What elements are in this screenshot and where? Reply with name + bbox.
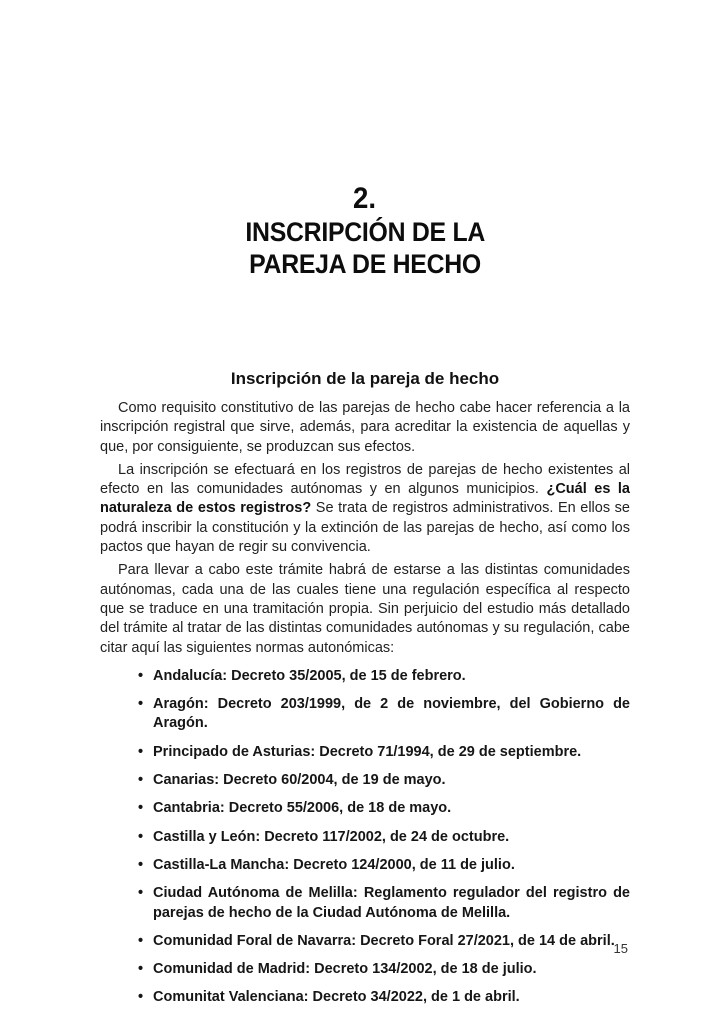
paragraph-1 xyxy=(100,399,630,457)
paragraph-1-text: Como requisito constitutivo de las parejas de hecho cabe hacer referencia a la inscripción registral que sirve, además, para acreditar la existencia de aquellas y que, por consiguiente, se produzcan sus efectos. xyxy=(100,400,630,455)
list-item-asturias: • Principado de Asturias: Decreto 71/1994, de 29 de septiembre. xyxy=(153,743,630,762)
chapter-title-line-2: PAREJA DE HECHO xyxy=(249,249,481,279)
list-item-melilla: • Ciudad Autónoma de Melilla: Reglamento regulador del registro de parejas de hecho de la Ciudad Autónoma de Melilla. xyxy=(153,884,630,923)
list-item-madrid: • Comunidad de Madrid: Decreto 134/2002, de 18 de julio. xyxy=(153,960,630,979)
paragraph-3-text: Para llevar a cabo este trámite habrá de estarse a las distintas comunidades autónomas, cada una de las cuales tiene una regulación específica al respecto que se traduce en una tramitación propia. Sin perjuicio del estudio más detallado del trámite al tratar de las distintas comunidades autónomas y su regulación, cabe citar aquí las siguientes normas autonómicas: xyxy=(100,562,630,656)
page-number: 15 xyxy=(613,941,628,956)
list-item-valenciana: • Comunitat Valenciana: Decreto 34/2022, de 1 de abril. xyxy=(153,988,630,1007)
chapter-number: 2. xyxy=(353,182,377,215)
paragraph-2-text-before: La inscripción se efectuará en los registros de parejas de hecho existentes al efecto en las comunidades autónomas y en algunos municipios. xyxy=(100,461,630,498)
chapter-heading xyxy=(100,0,630,280)
list-item-aragon: • Aragón: Decreto 203/1999, de 2 de noviembre, del Gobierno de Aragón. xyxy=(153,695,630,734)
paragraph-2-bold-question: ¿Cuál es la naturaleza de estos registros? xyxy=(100,481,630,517)
body-text xyxy=(100,399,630,658)
list-item-castilla-y-leon: • Castilla y León: Decreto 117/2002, de 24 de octubre. xyxy=(153,828,630,847)
paragraph-2-text-after: Se trata de registros administrativos. En ellos se podrá inscribir la constitución y la extinción de las parejas de hecho, así como los pactos que hayan de regir su convivencia. xyxy=(100,500,630,556)
list-item-navarra: • Comunidad Foral de Navarra: Decreto Foral 27/2021, de 14 de abril. xyxy=(153,932,630,951)
paragraph-2 xyxy=(100,461,630,557)
paragraph-3 xyxy=(100,561,630,657)
list-item-andalucia: • Andalucía: Decreto 35/2005, de 15 de febrero. xyxy=(153,667,630,686)
list-item-castilla-la-mancha: • Castilla-La Mancha: Decreto 124/2000, de 11 de julio. xyxy=(153,856,630,875)
list-item-canarias: • Canarias: Decreto 60/2004, de 19 de mayo. xyxy=(153,771,630,790)
decree-bullet-list xyxy=(100,667,630,1008)
section-heading: Inscripción de la pareja de hecho xyxy=(230,369,500,388)
list-item-cantabria: • Cantabria: Decreto 55/2006, de 18 de mayo. xyxy=(153,799,630,818)
content-column xyxy=(100,0,630,1009)
chapter-title-line-1: INSCRIPCIÓN DE LA xyxy=(245,217,485,247)
